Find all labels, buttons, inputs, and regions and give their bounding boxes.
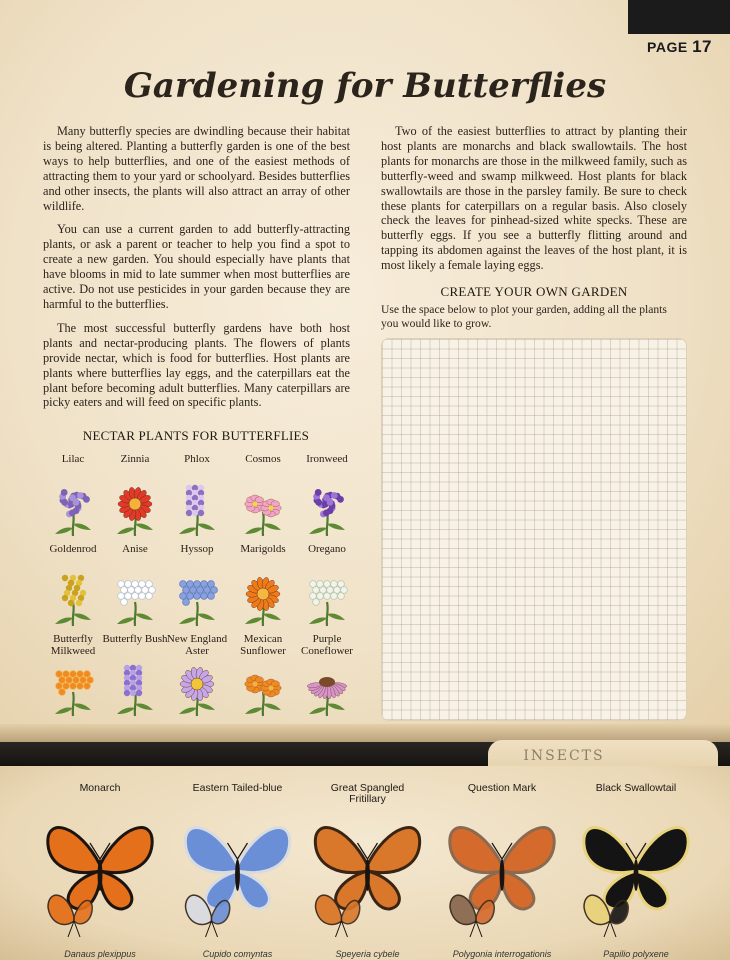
flower-illustration — [299, 662, 355, 718]
nectar-plant-name: New England Aster — [166, 633, 228, 657]
nectar-plant — [40, 544, 106, 628]
butterfly-common-name: Monarch — [79, 782, 121, 794]
nectar-plant-name: Goldenrod — [49, 543, 97, 555]
flower-illustration — [299, 572, 355, 628]
paragraph: You can use a current garden to add butterfly-attracting plants, or ask a parent or teacher to help you find a spot to create a new garden. You should especially have plants that have blooms in mid to late summer when most butterflies are active. Do not use pesticides in your garden because they are harmful to the butterflies. — [43, 222, 350, 311]
nectar-plant — [40, 634, 106, 718]
nectar-plant — [40, 454, 106, 538]
butterfly-card — [170, 783, 305, 958]
flower-illustration — [169, 572, 225, 628]
nectar-plant-name: Ironweed — [306, 453, 348, 465]
nectar-plant — [230, 634, 296, 718]
butterfly-card — [566, 783, 706, 958]
nectar-plant-name: Butterfly Milkweed — [50, 633, 96, 657]
paragraph: Two of the easiest butterflies to attract by planting their host plants are monarchs and black swallowtails. The host plants for monarchs are those in the milkweed family, such as butterfly-weed and swamp milkweed. Host plants for black swallowtails are those in the parsley family. Be sure to check these plants for caterpillars on a regular basis. Also closely check the leaves for pinhead-sized white specks. These are butterfly eggs. If you see a butterfly flitting around and tapping its abdomen against the leaves of the host plant, it is most likely a female laying eggs. — [381, 124, 687, 273]
butterfly-card — [300, 783, 435, 958]
paragraph: Many butterfly species are dwindling because their habitat is being altered. Planting a butterfly garden is one of the best ways to help butterflies, and one of the easiest methods of attracting them to your yard or schoolyard. Besides butterflies and other insects, the plants will also attract an array of other wildlife. — [43, 124, 350, 213]
flower-illustration — [235, 572, 291, 628]
garden-heading: CREATE YOUR OWN GARDEN — [440, 284, 628, 300]
page-number-value: 17 — [692, 37, 712, 56]
nectar-plant — [102, 634, 168, 718]
nectar-plant — [164, 634, 230, 718]
butterfly-common-name: Black Swallowtail — [595, 782, 677, 794]
flower-illustration — [107, 662, 163, 718]
nectar-plant — [230, 544, 296, 628]
flower-illustration — [107, 482, 163, 538]
nectar-plant-name: Hyssop — [180, 543, 214, 555]
nectar-plant — [164, 544, 230, 628]
page-title: Gardening for Butterflies — [123, 66, 607, 106]
nectar-plant — [164, 454, 230, 538]
page-label: PAGE — [647, 39, 688, 55]
garden-instructions: Use the space below to plot your garden, adding all the plants you would like to grow. — [381, 302, 667, 330]
flower-illustration — [45, 572, 101, 628]
butterfly-illustration — [170, 805, 305, 945]
butterfly-illustration — [300, 805, 435, 945]
butterfly-common-name: Great Spangled Fritillary — [330, 782, 405, 805]
nectar-plant-name: Lilac — [61, 453, 85, 465]
nectar-plant-name: Purple Coneflower — [301, 633, 353, 657]
nectar-plants-heading: NECTAR PLANTS FOR BUTTERFLIES — [82, 428, 310, 443]
nectar-plant-name: Cosmos — [245, 453, 281, 465]
nectar-plant — [230, 454, 296, 538]
nectar-plant-name: Anise — [122, 543, 148, 555]
nectar-plant-name: Marigolds — [240, 543, 286, 555]
nectar-plant — [294, 454, 360, 538]
flower-illustration — [299, 482, 355, 538]
flower-illustration — [235, 482, 291, 538]
nectar-plant-name: Oregano — [308, 543, 346, 555]
nectar-plant — [294, 634, 360, 718]
nectar-plant-name: Butterfly Bush — [102, 633, 168, 645]
flower-illustration — [45, 662, 101, 718]
paragraph: The most successful butterfly gardens have both host plants and nectar-producing plants. The flowers of plants provide nectar, which is food for butterflies. Host plants are plants where butterflies lay eggs, and the caterpillars eat the plant before becoming adult butterflies. Many caterpillars are picky eaters and will feed on specific plants. — [43, 320, 350, 410]
butterfly-scientific-name: Polygonia interrogationis — [452, 949, 552, 959]
page-tab — [628, 0, 730, 34]
nectar-plant — [294, 544, 360, 628]
nectar-plant — [102, 454, 168, 538]
page-number — [647, 37, 712, 57]
nectar-plant-name: Zinnia — [120, 453, 150, 465]
insects-label: INSECTS — [523, 748, 605, 764]
flower-illustration — [107, 572, 163, 628]
nectar-plant-name: Mexican Sunflower — [240, 633, 286, 657]
flower-illustration — [235, 662, 291, 718]
right-column — [381, 124, 687, 331]
butterfly-card — [432, 783, 572, 958]
butterfly-scientific-name: Cupido comyntas — [202, 949, 273, 959]
nectar-plant-name: Phlox — [184, 453, 210, 465]
butterfly-common-name: Question Mark — [467, 782, 537, 794]
nectar-plant — [102, 544, 168, 628]
butterfly-illustration — [566, 805, 706, 945]
flower-illustration — [45, 482, 101, 538]
butterfly-card — [30, 783, 170, 958]
flower-illustration — [169, 662, 225, 718]
garden-plot-grid[interactable] — [381, 338, 687, 721]
butterfly-scientific-name: Speyeria cybele — [335, 949, 400, 959]
flower-illustration — [169, 482, 225, 538]
butterfly-illustration — [30, 805, 170, 945]
left-column — [43, 124, 350, 419]
butterfly-common-name: Eastern Tailed-blue — [192, 782, 283, 794]
butterfly-scientific-name: Papilio polyxene — [603, 949, 669, 959]
butterfly-illustration — [432, 805, 572, 945]
butterfly-scientific-name: Danaus plexippus — [64, 949, 136, 959]
